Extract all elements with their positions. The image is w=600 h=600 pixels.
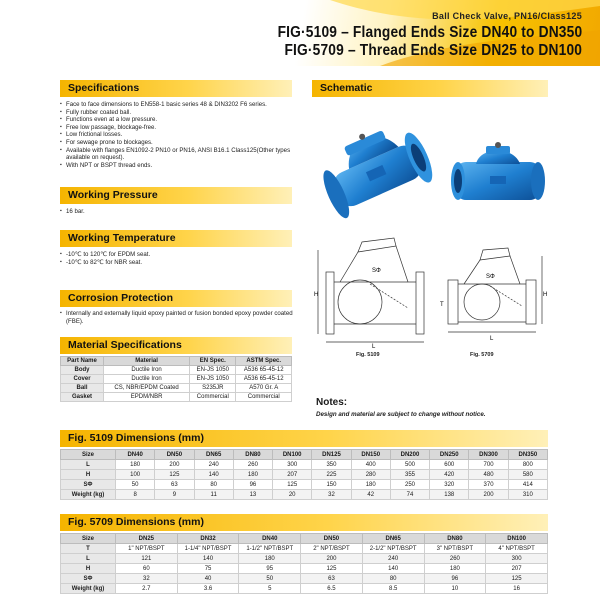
table-cell: 300 bbox=[486, 554, 548, 564]
table-row bbox=[61, 470, 548, 480]
table-row bbox=[61, 480, 548, 490]
material-header-astm: ASTM Spec. bbox=[236, 357, 292, 366]
specifications-heading bbox=[60, 80, 292, 97]
table-cell: 95 bbox=[239, 564, 301, 574]
corrosion-list bbox=[60, 310, 296, 325]
table-row bbox=[61, 574, 548, 584]
table-cell: 125 bbox=[301, 564, 363, 574]
table-cell: 32 bbox=[116, 574, 178, 584]
table-cell: 2" NPT/BSPT bbox=[301, 544, 363, 554]
table-cell: 480 bbox=[469, 470, 508, 480]
table-cell: 200 bbox=[155, 460, 194, 470]
notes-text: Design and material are subject to change without notice. bbox=[316, 411, 486, 418]
table-cell: 11 bbox=[194, 490, 233, 500]
drawing-label-l: L bbox=[490, 336, 494, 342]
drawing-label-t: T bbox=[440, 302, 444, 308]
fig5109-heading bbox=[60, 430, 548, 447]
table-cell: Weight (kg) bbox=[61, 490, 116, 500]
table-cell: 200 bbox=[469, 490, 508, 500]
table-header: DN80 bbox=[424, 534, 486, 544]
table-header: DN80 bbox=[233, 450, 272, 460]
table-cell: 96 bbox=[424, 574, 486, 584]
table-cell: 5 bbox=[239, 584, 301, 594]
table-cell: 60 bbox=[116, 564, 178, 574]
table-cell: 250 bbox=[390, 480, 429, 490]
table-header: DN350 bbox=[508, 450, 547, 460]
working-pressure-title: Working Pressure bbox=[68, 189, 158, 201]
table-header: DN125 bbox=[312, 450, 351, 460]
table-cell: 207 bbox=[486, 564, 548, 574]
table-row bbox=[61, 460, 548, 470]
drawing-label-s: SΦ bbox=[486, 274, 495, 280]
table-cell: Cover bbox=[61, 375, 104, 384]
table-cell: 1-1/2" NPT/BSPT bbox=[239, 544, 301, 554]
specifications-list bbox=[60, 101, 300, 169]
table-header: DN65 bbox=[362, 534, 424, 544]
working-pressure-list bbox=[60, 208, 85, 216]
notes-title: Notes: bbox=[316, 397, 348, 408]
table-cell: Ductile Iron bbox=[104, 375, 190, 384]
table-cell: Commercial bbox=[236, 393, 292, 402]
table-cell: 140 bbox=[362, 564, 424, 574]
temperature-item: ▪ -10℃ to 82℃ for NBR seat. bbox=[60, 259, 150, 267]
table-cell: 50 bbox=[239, 574, 301, 584]
table-header: DN50 bbox=[301, 534, 363, 544]
table-header: DN25 bbox=[116, 534, 178, 544]
table-cell: 3" NPT/BSPT bbox=[424, 544, 486, 554]
table-cell: 2.7 bbox=[116, 584, 178, 594]
table-cell: 355 bbox=[390, 470, 429, 480]
table-cell: 310 bbox=[508, 490, 547, 500]
table-cell: 180 bbox=[233, 470, 272, 480]
table-header: DN40 bbox=[239, 534, 301, 544]
material-header-material: Material bbox=[104, 357, 190, 366]
fig5709-table bbox=[60, 533, 548, 594]
drawing-label-l: L bbox=[372, 344, 376, 350]
table-cell: Gasket bbox=[61, 393, 104, 402]
table-cell: T bbox=[61, 544, 116, 554]
schematic-title: Schematic bbox=[320, 82, 373, 94]
table-cell: 700 bbox=[469, 460, 508, 470]
table-cell: 140 bbox=[177, 554, 239, 564]
table-cell: 180 bbox=[351, 480, 390, 490]
fig5709-heading bbox=[60, 514, 548, 531]
working-temperature-title: Working Temperature bbox=[68, 232, 176, 244]
table-cell: 96 bbox=[233, 480, 272, 490]
table-header: DN100 bbox=[486, 534, 548, 544]
table-cell: 125 bbox=[273, 480, 312, 490]
drawing-5709 bbox=[440, 236, 548, 348]
spec-item: ▪ Face to face dimensions to EN558-1 basic series 48 & DIN3202 F6 series. bbox=[60, 101, 300, 109]
table-cell: EPDM/NBR bbox=[104, 393, 190, 402]
table-cell: SΦ bbox=[61, 480, 116, 490]
table-cell: 20 bbox=[273, 490, 312, 500]
table-cell: 180 bbox=[239, 554, 301, 564]
table-cell: 280 bbox=[351, 470, 390, 480]
caption-fig-5109: Fig. 5109 bbox=[356, 352, 380, 358]
table-cell: 600 bbox=[430, 460, 469, 470]
drawing-5109 bbox=[312, 232, 436, 350]
table-cell: 8.5 bbox=[362, 584, 424, 594]
spec-item: ▪ Fully rubber coated ball. bbox=[60, 109, 300, 117]
material-header-part: Part Name bbox=[61, 357, 104, 366]
table-cell: 240 bbox=[362, 554, 424, 564]
table-cell: 10 bbox=[424, 584, 486, 594]
table-cell: A536 65-45-12 bbox=[236, 375, 292, 384]
spec-item: ▪ For sewage prone to blockages. bbox=[60, 139, 300, 147]
table-cell: 138 bbox=[430, 490, 469, 500]
table-row bbox=[61, 384, 292, 393]
table-cell: 80 bbox=[362, 574, 424, 584]
table-cell: 125 bbox=[155, 470, 194, 480]
table-cell: 240 bbox=[194, 460, 233, 470]
table-cell: 80 bbox=[194, 480, 233, 490]
table-row bbox=[61, 564, 548, 574]
specifications-title: Specifications bbox=[68, 82, 140, 94]
table-cell: 150 bbox=[312, 480, 351, 490]
material-table bbox=[60, 356, 292, 402]
table-cell: CS, NBR/EPDM Coated bbox=[104, 384, 190, 393]
table-cell: 225 bbox=[312, 470, 351, 480]
table-cell: 121 bbox=[116, 554, 178, 564]
table-row bbox=[61, 366, 292, 375]
table-row bbox=[61, 375, 292, 384]
material-header-en: EN Spec. bbox=[190, 357, 236, 366]
working-temperature-list bbox=[60, 251, 150, 266]
table-cell: 207 bbox=[273, 470, 312, 480]
table-cell: 75 bbox=[177, 564, 239, 574]
table-header: DN50 bbox=[155, 450, 194, 460]
valve-5109-photo bbox=[318, 120, 436, 230]
table-cell: 1" NPT/BSPT bbox=[116, 544, 178, 554]
table-cell: 74 bbox=[390, 490, 429, 500]
table-cell: 400 bbox=[351, 460, 390, 470]
spec-item: ▪ Free low passage, blockage-free. bbox=[60, 124, 300, 132]
fig5109-title: Fig. 5109 Dimensions (mm) bbox=[68, 432, 204, 444]
working-temperature-heading bbox=[60, 230, 292, 247]
table-cell: 16 bbox=[486, 584, 548, 594]
fig5109-table bbox=[60, 449, 548, 500]
caption-fig-5709: Fig. 5709 bbox=[470, 352, 494, 358]
table-header: Size bbox=[61, 534, 116, 544]
table-cell: 580 bbox=[508, 470, 547, 480]
table-cell: 9 bbox=[155, 490, 194, 500]
table-cell: 800 bbox=[508, 460, 547, 470]
table-cell: 2-1/2" NPT/BSPT bbox=[362, 544, 424, 554]
table-cell: 350 bbox=[312, 460, 351, 470]
table-cell: A536 65-45-12 bbox=[236, 366, 292, 375]
table-cell: A570 Gr. A bbox=[236, 384, 292, 393]
drawing-label-h: H bbox=[314, 292, 319, 298]
table-cell: Body bbox=[61, 366, 104, 375]
table-cell: 125 bbox=[486, 574, 548, 584]
table-header: DN32 bbox=[177, 534, 239, 544]
drawing-label-h: H bbox=[543, 292, 548, 298]
table-cell: 180 bbox=[116, 460, 155, 470]
table-cell: EN-JS 1050 bbox=[190, 366, 236, 375]
table-cell: 140 bbox=[194, 470, 233, 480]
table-cell: Ball bbox=[61, 384, 104, 393]
temperature-item: ▪ -10℃ to 120℃ for EPDM seat. bbox=[60, 251, 150, 259]
table-cell: 260 bbox=[233, 460, 272, 470]
table-cell: 414 bbox=[508, 480, 547, 490]
table-row bbox=[61, 490, 548, 500]
table-cell: 370 bbox=[469, 480, 508, 490]
table-cell: Ductile Iron bbox=[104, 366, 190, 375]
fig5709-title: Fig. 5709 Dimensions (mm) bbox=[68, 516, 204, 528]
spec-item: ▪ Available with flanges EN1092-2 PN10 or PN16, ANSI B16.1 Class125(Other types available on request). bbox=[60, 147, 300, 162]
header-title-5709: FIG·5709 – Thread Ends Size DN25 to DN100 bbox=[284, 42, 582, 59]
schematic-heading bbox=[312, 80, 548, 97]
table-row bbox=[61, 544, 548, 554]
header-title-5109: FIG·5109 – Flanged Ends Size DN40 to DN350 bbox=[277, 24, 582, 41]
pressure-item: ▪ 16 bar. bbox=[60, 208, 85, 216]
drawing-label-s: SΦ bbox=[372, 268, 381, 274]
corrosion-title: Corrosion Protection bbox=[68, 292, 174, 304]
table-cell: 420 bbox=[430, 470, 469, 480]
table-cell: L bbox=[61, 554, 116, 564]
table-cell: EN-JS 1050 bbox=[190, 375, 236, 384]
table-row bbox=[61, 584, 548, 594]
table-cell: 260 bbox=[424, 554, 486, 564]
table-cell: Commercial bbox=[190, 393, 236, 402]
table-cell: 1-1/4" NPT/BSPT bbox=[177, 544, 239, 554]
table-header: DN200 bbox=[390, 450, 429, 460]
table-header: DN100 bbox=[273, 450, 312, 460]
table-cell: 42 bbox=[351, 490, 390, 500]
table-cell: L bbox=[61, 460, 116, 470]
corrosion-item: ▪ Internally and externally liquid epoxy painted or fusion bonded epoxy powder coated (FBE). bbox=[60, 310, 296, 325]
table-header: DN250 bbox=[430, 450, 469, 460]
table-cell: 32 bbox=[312, 490, 351, 500]
table-cell: 320 bbox=[430, 480, 469, 490]
table-cell: 50 bbox=[116, 480, 155, 490]
table-cell: SΦ bbox=[61, 574, 116, 584]
spec-item: ▪ With NPT or BSPT thread ends. bbox=[60, 162, 300, 170]
material-heading bbox=[60, 337, 292, 354]
table-cell: 3.6 bbox=[177, 584, 239, 594]
working-pressure-heading bbox=[60, 187, 292, 204]
table-cell: H bbox=[61, 564, 116, 574]
table-cell: 200 bbox=[301, 554, 363, 564]
table-header: DN300 bbox=[469, 450, 508, 460]
table-header: DN40 bbox=[116, 450, 155, 460]
table-cell: 100 bbox=[116, 470, 155, 480]
table-cell: 63 bbox=[301, 574, 363, 584]
table-header: Size bbox=[61, 450, 116, 460]
table-row bbox=[61, 393, 292, 402]
material-title: Material Specifications bbox=[68, 339, 182, 351]
table-cell: 500 bbox=[390, 460, 429, 470]
table-row bbox=[61, 554, 548, 564]
table-cell: H bbox=[61, 470, 116, 480]
spec-item: ▪ Low frictional losses. bbox=[60, 131, 300, 139]
corrosion-heading bbox=[60, 290, 292, 307]
table-cell: 40 bbox=[177, 574, 239, 584]
header-subtitle: Ball Check Valve, PN16/Class125 bbox=[432, 11, 582, 21]
table-cell: 63 bbox=[155, 480, 194, 490]
valve-5709-photo bbox=[448, 140, 548, 212]
table-cell: 13 bbox=[233, 490, 272, 500]
table-cell: S235JR bbox=[190, 384, 236, 393]
table-cell: 300 bbox=[273, 460, 312, 470]
spec-item: ▪ Functions even at a low pressure. bbox=[60, 116, 300, 124]
table-cell: 180 bbox=[424, 564, 486, 574]
table-cell: 6.5 bbox=[301, 584, 363, 594]
table-cell: Weight (kg) bbox=[61, 584, 116, 594]
table-header: DN65 bbox=[194, 450, 233, 460]
table-cell: 8 bbox=[116, 490, 155, 500]
table-cell: 4" NPT/BSPT bbox=[486, 544, 548, 554]
table-header: DN150 bbox=[351, 450, 390, 460]
